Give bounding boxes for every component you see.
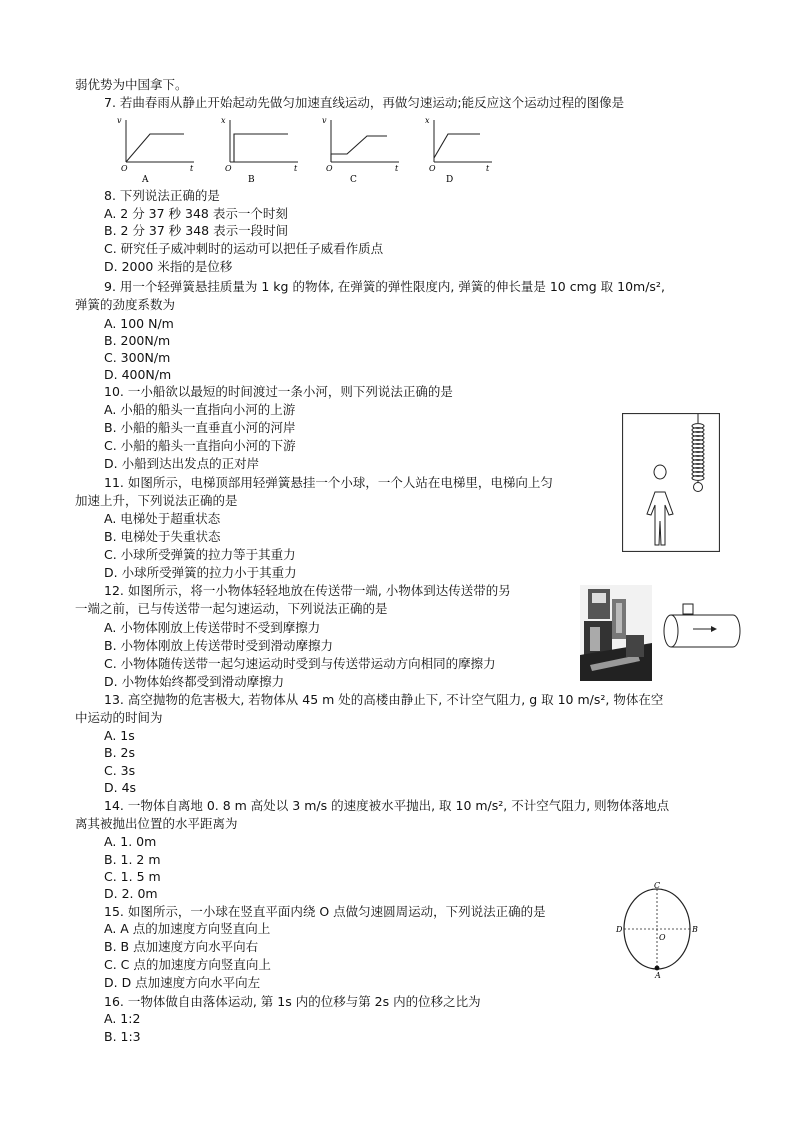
- point-c-label: C: [654, 881, 661, 890]
- q15-option-a: A. A 点的加速度方向竖直向上: [104, 921, 271, 936]
- q13-option-b: B. 2s: [104, 745, 135, 760]
- q13-option-c: C. 3s: [104, 763, 136, 778]
- q10-option-b: B. 小船的船头一直垂直小河的河岸: [104, 420, 296, 435]
- question-9: 9. 用一个轻弹簧悬挂质量为 1 kg 的物体, 在弹簧的弹性限度内, 弹簧的伸长量是 10 cmg 取 10m/s²,: [104, 279, 665, 294]
- q14-option-b: B. 1. 2 m: [104, 852, 161, 867]
- q11-option-c: C. 小球所受弹簧的拉力等于其重力: [104, 547, 296, 562]
- graph-b-time-label: t: [294, 164, 298, 173]
- graph-d-origin-label: O: [429, 164, 436, 173]
- question-13: 13. 高空抛物的危害极大, 若物体从 45 m 处的高楼由静止下, 不计空气阻力, g 取 10 m/s², 物体在空: [104, 692, 664, 707]
- elevator-figure: [622, 413, 720, 552]
- q8-option-d: D. 2000 米指的是位移: [104, 259, 233, 274]
- graph-d-label: D: [446, 175, 454, 185]
- question-16: 16. 一物体做自由落体运动, 第 1s 内的位移与第 2s 内的位移之比为: [104, 994, 481, 1009]
- graph-a: [117, 116, 194, 185]
- q9-option-a: A. 100 N/m: [104, 316, 174, 331]
- q12-option-b: B. 小物体刚放上传送带时受到滑动摩擦力: [104, 638, 334, 653]
- q16-option-a: A. 1:2: [104, 1011, 141, 1026]
- graph-d-time-label: t: [486, 164, 490, 173]
- graph-d-axis-label: x: [425, 116, 430, 125]
- q14-option-a: A. 1. 0m: [104, 834, 157, 849]
- point-b-label: B: [692, 925, 698, 934]
- question-13-continued: 中运动的时间为: [75, 710, 163, 725]
- graph-a-origin-label: O: [121, 164, 128, 173]
- q11-option-d: D. 小球所受弹簧的拉力小于其重力: [104, 565, 297, 580]
- q14-option-d: D. 2. 0m: [104, 886, 158, 901]
- q12-option-a: A. 小物体刚放上传送带时不受到摩擦力: [104, 620, 321, 635]
- ball-icon: [655, 966, 660, 971]
- circle-figure: [615, 880, 701, 978]
- q13-option-d: D. 4s: [104, 780, 137, 795]
- point-a-label: A: [655, 971, 661, 978]
- graph-c-time-label: t: [395, 164, 399, 173]
- question-12-continued: 一端之前，已与传送带一起匀速运动，下列说法正确的是: [75, 601, 388, 616]
- graph-b-origin-label: O: [225, 164, 232, 173]
- graph-a-axis-label: v: [117, 116, 122, 125]
- graph-c: [322, 116, 399, 185]
- question-15: 15. 如图所示，一小球在竖直平面内绕 O 点做匀速圆周运动，下列说法正确的是: [104, 904, 546, 919]
- question-14-continued: 离其被抛出位置的水平距离为: [75, 816, 238, 831]
- small-object-icon: [683, 604, 693, 614]
- question-7: 7. 若曲春雨从静止开始起动先做匀加速直线运动，再做匀速运动;能反应这个运动过程的图像是: [104, 95, 625, 110]
- q13-option-a: A. 1s: [104, 728, 135, 743]
- question-9-continued: 弹簧的劲度系数为: [75, 297, 176, 312]
- intro-text: 弱优势为中国拿下。: [75, 77, 188, 92]
- graph-c-label: C: [350, 175, 357, 185]
- graph-c-origin-label: O: [326, 164, 333, 173]
- q16-option-b: B. 1:3: [104, 1029, 141, 1044]
- question-10: 10. 一小船欲以最短的时间渡过一条小河，则下列说法正确的是: [104, 384, 453, 399]
- conveyor-schematic: [663, 600, 743, 658]
- q11-option-a: A. 电梯处于超重状态: [104, 511, 221, 526]
- q10-option-d: D. 小船到达出发点的正对岸: [104, 456, 260, 471]
- graph-b-axis-label: x: [221, 116, 226, 125]
- graph-d: [425, 116, 492, 185]
- q9-option-d: D. 400N/m: [104, 367, 172, 382]
- question-8: 8. 下列说法正确的是: [104, 188, 220, 203]
- q12-option-c: C. 小物体随传送带一起匀速运动时受到与传送带运动方向相同的摩擦力: [104, 656, 496, 671]
- q10-option-c: C. 小船的船头一直指向小河的下游: [104, 438, 296, 453]
- center-o-label: O: [659, 933, 666, 942]
- q9-option-b: B. 200N/m: [104, 333, 171, 348]
- q7-graphs-figure: [112, 114, 492, 186]
- graph-a-label: A: [142, 175, 149, 185]
- graph-a-time-label: t: [190, 164, 194, 173]
- graph-b-label: B: [248, 175, 255, 185]
- question-12: 12. 如图所示，将一小物体轻轻地放在传送带一端, 小物体到达传送带的另: [104, 583, 511, 598]
- q9-option-c: C. 300N/m: [104, 350, 171, 365]
- q12-option-d: D. 小物体始终都受到滑动摩擦力: [104, 674, 285, 689]
- question-14: 14. 一物体自离地 0. 8 m 高处以 3 m/s 的速度被水平抛出, 取 10 m/s², 不计空气阻力, 则物体落地点: [104, 798, 670, 813]
- q11-option-b: B. 电梯处于失重状态: [104, 529, 221, 544]
- question-11: 11. 如图所示，电梯顶部用轻弹簧悬挂一个小球，一个人站在电梯里，电梯向上匀: [104, 475, 553, 490]
- ball-icon: [694, 483, 703, 492]
- conveyor-photo: [580, 585, 652, 681]
- question-11-continued: 加速上升，下列说法正确的是: [75, 493, 238, 508]
- q10-option-a: A. 小船的船头一直指向小河的上游: [104, 402, 296, 417]
- q8-option-a: A. 2 分 37 秒 348 表示一个时刻: [104, 206, 288, 221]
- q8-option-b: B. 2 分 37 秒 348 表示一段时间: [104, 223, 289, 238]
- q15-option-b: B. B 点加速度方向水平向右: [104, 939, 259, 954]
- q14-option-c: C. 1. 5 m: [104, 869, 161, 884]
- point-d-label: D: [616, 925, 623, 934]
- graph-b: [221, 116, 298, 185]
- q15-option-d: D. D 点加速度方向水平向左: [104, 975, 261, 990]
- q8-option-c: C. 研究任子威冲刺时的运动可以把任子威看作质点: [104, 241, 384, 256]
- q15-option-c: C. C 点的加速度方向竖直向上: [104, 957, 271, 972]
- graph-c-axis-label: v: [322, 116, 327, 125]
